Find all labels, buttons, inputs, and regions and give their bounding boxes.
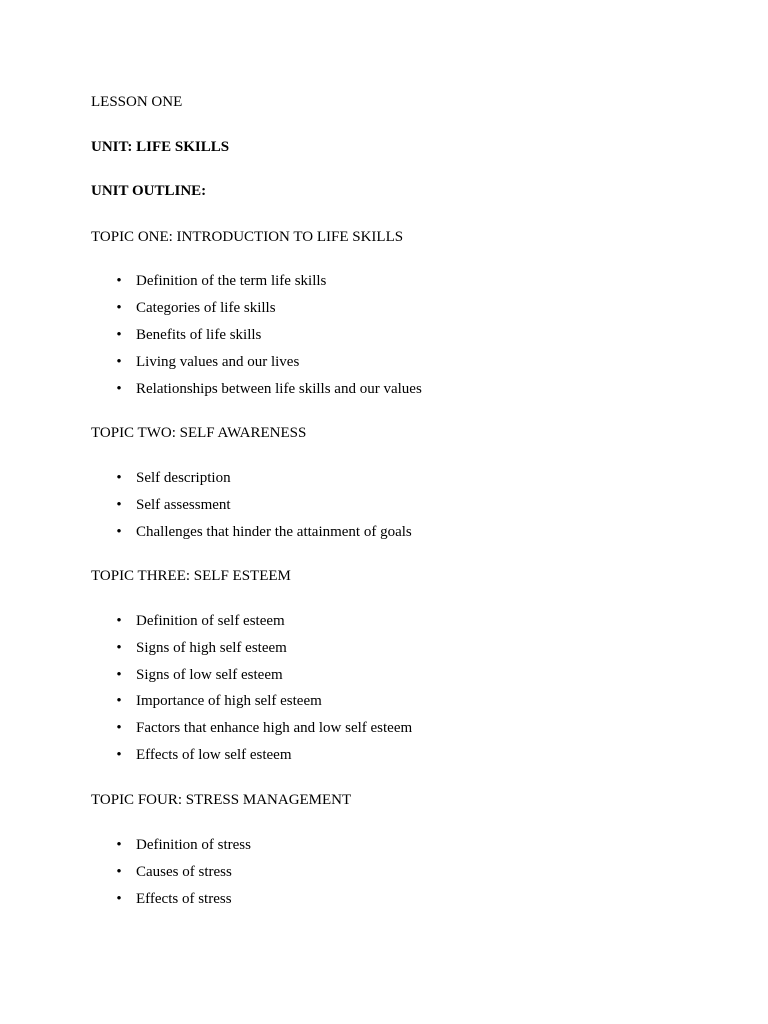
bullet-icon: • [116,273,122,289]
unit-title: UNIT: LIFE SKILLS [91,139,230,155]
unit-outline-heading: UNIT OUTLINE: [91,183,207,199]
topic-heading: TOPIC FOUR: STRESS MANAGEMENT [91,792,352,808]
list-item-text: Challenges that hinder the attainment of goals [136,524,412,540]
list-item-text: Definition of self esteem [136,613,285,629]
list-item-text: Categories of life skills [136,300,276,316]
list-item-text: Signs of high self esteem [136,640,287,656]
topic-heading: TOPIC ONE: INTRODUCTION TO LIFE SKILLS [91,229,404,245]
list-item-text: Effects of stress [136,891,232,907]
bullet-icon: • [116,837,122,853]
list-item-text: Benefits of life skills [136,327,262,343]
bullet-icon: • [116,720,122,736]
list-item-text: Definition of stress [136,837,251,853]
bullet-icon: • [116,693,122,709]
list-item-text: Factors that enhance high and low self esteem [136,720,413,736]
bullet-icon: • [116,381,122,397]
bullet-icon: • [116,891,122,907]
bullet-icon: • [116,747,122,763]
bullet-icon: • [116,667,122,683]
list-item-text: Relationships between life skills and our values [136,381,422,397]
list-item-text: Definition of the term life skills [136,273,327,289]
bullet-icon: • [116,300,122,316]
bullet-icon: • [116,327,122,343]
bullet-icon: • [116,497,122,513]
bullet-icon: • [116,354,122,370]
list-item-text: Self description [136,470,231,486]
lesson-title: LESSON ONE [91,94,183,110]
topic-heading: TOPIC TWO: SELF AWARENESS [91,425,307,441]
list-item-text: Effects of low self esteem [136,747,292,763]
list-item-text: Importance of high self esteem [136,693,322,709]
bullet-icon: • [116,613,122,629]
bullet-icon: • [116,524,122,540]
bullet-icon: • [116,864,122,880]
list-item-text: Self assessment [136,497,231,513]
list-item-text: Signs of low self esteem [136,667,283,683]
list-item-text: Causes of stress [136,864,232,880]
topic-heading: TOPIC THREE: SELF ESTEEM [91,568,291,584]
bullet-icon: • [116,470,122,486]
list-item-text: Living values and our lives [136,354,300,370]
bullet-icon: • [116,640,122,656]
